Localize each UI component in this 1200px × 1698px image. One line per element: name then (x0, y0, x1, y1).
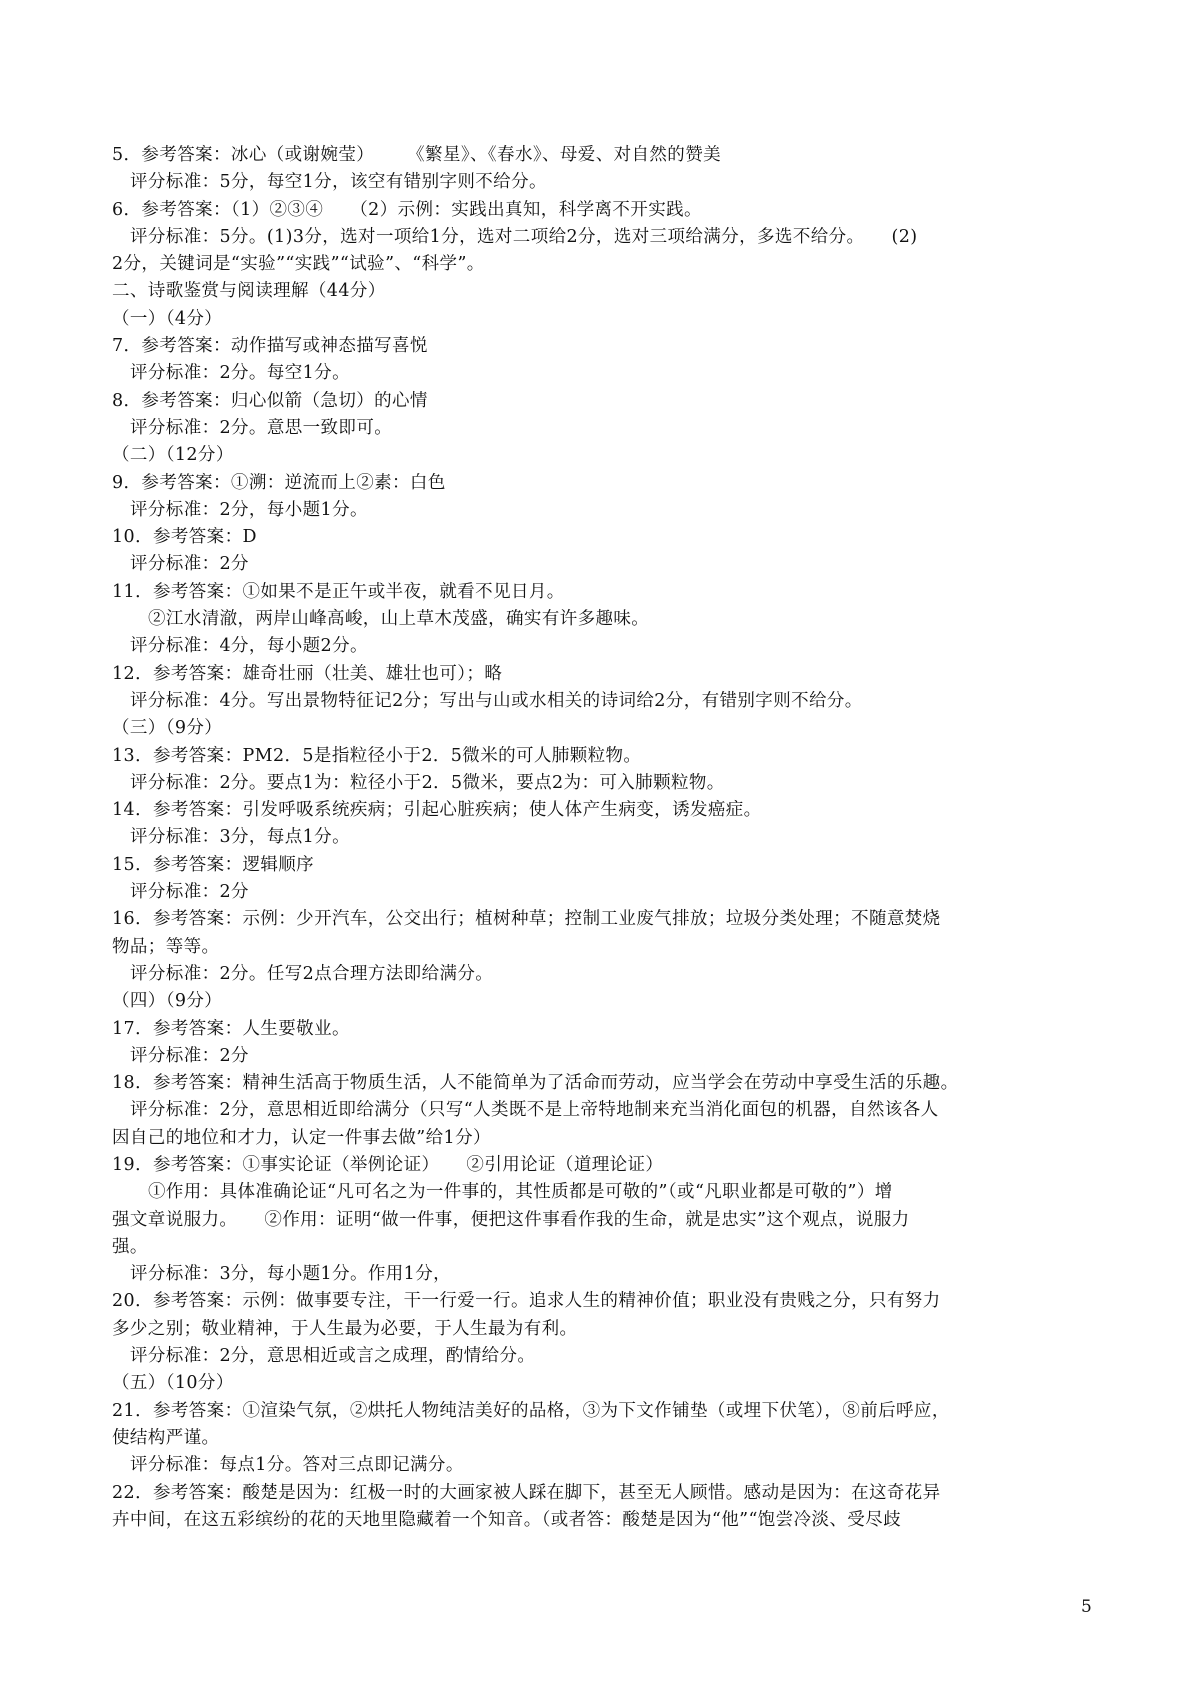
scoring-standard-line: 评分标准：2分。每空1分。 (130, 363, 350, 384)
answer-subline: ②江水清澈，两岸山峰高峻，山上草木茂盛，确实有许多趣味。 (148, 609, 650, 630)
answer-line: 22．参考答案：酸楚是因为：红极一时的大画家被人踩在脚下，甚至无人顾惜。感动是因为：在这奇花异 (112, 1482, 941, 1503)
subsection-heading: （三）（9分） (112, 718, 223, 739)
continuation-line: 因自己的地位和才力，认定一件事去做”给1分） (112, 1127, 491, 1148)
scoring-standard-line: 评分标准：2分，意思相近即给满分（只写“人类既不是上帝特地制来充当消化面包的机器，自然该各人 (130, 1100, 939, 1121)
scoring-standard-line: 评分标准：2分，意思相近或言之成理，酌情给分。 (130, 1346, 536, 1367)
scoring-standard-line: 评分标准：5分。(1)3分，选对一项给1分，选对二项给2分，选对三项给满分，多选不给分。 (2) (130, 226, 918, 247)
page-number: 5 (1081, 1597, 1092, 1617)
answer-line: 6．参考答案：（1）②③④ （2）示例：实践出真知，科学离不开实践。 (112, 199, 702, 220)
scoring-standard-line: 评分标准：2分。任写2点合理方法即给满分。 (130, 963, 494, 984)
subsection-heading: （四）（9分） (112, 991, 223, 1012)
scoring-standard-line: 评分标准：3分，每点1分。 (130, 827, 350, 848)
answer-line: 15．参考答案：逻辑顺序 (112, 854, 315, 875)
continuation-line: 多少之别；敬业精神，于人生最为必要，于人生最为有利。 (112, 1318, 578, 1339)
scoring-standard-line: 评分标准：2分，每小题1分。 (130, 499, 368, 520)
answer-subline: ①作用：具体准确论证“凡可名之为一件事的，其性质都是可敬的”（或“凡职业都是可敬的”）增 (148, 1182, 893, 1203)
continuation-line: 卉中间，在这五彩缤纷的花的天地里隐藏着一个知音。（或者答：酸楚是因为“他”“饱尝冷淡、受尽歧 (112, 1509, 901, 1530)
answer-line: 7．参考答案：动作描写或神态描写喜悦 (112, 336, 428, 357)
answer-line: 10．参考答案：D (112, 527, 257, 548)
scoring-standard-line: 评分标准：2分。意思一致即可。 (130, 417, 393, 438)
answer-line: 18．参考答案：精神生活高于物质生活，人不能简单为了活命而劳动，应当学会在劳动中享受生活的乐趣。 (112, 1073, 959, 1094)
answer-line: 12．参考答案：雄奇壮丽（壮美、雄壮也可）；略 (112, 663, 503, 684)
continuation-line: 2分，关键词是“实验”“实践”“试验”、“科学”。 (112, 254, 485, 275)
scoring-standard-line: 评分标准：每点1分。答对三点即记满分。 (130, 1455, 464, 1476)
scoring-standard-line: 评分标准：2分 (130, 1045, 249, 1066)
answer-line: 9．参考答案：①溯：逆流而上②素：白色 (112, 472, 446, 493)
subsection-heading: （一）（4分） (112, 308, 223, 329)
answer-line: 11．参考答案：①如果不是正午或半夜，就看不见日月。 (112, 581, 565, 602)
answer-key-document (112, 142, 1097, 1534)
scoring-standard-line: 评分标准：4分。写出景物特征记2分；写出与山或水相关的诗词给2分，有错别字则不给分。 (130, 690, 863, 711)
answer-line: 19．参考答案：①事实论证（举例论证） ②引用论证（道理论证） (112, 1154, 664, 1175)
answer-line: 5．参考答案：冰心（或谢婉莹） 《繁星》、《春水》、母爱、对自然的赞美 (112, 145, 721, 165)
continuation-line: 使结构严谨。 (112, 1427, 220, 1448)
continuation-line: 强文章说服力。 ②作用：证明“做一件事，便把这件事看作我的生命，就是忠实”这个观点，说服力 (112, 1209, 910, 1230)
continuation-line: 物品；等等。 (112, 936, 220, 957)
answer-line: 14．参考答案：引发呼吸系统疾病；引起心脏疾病；使人体产生病变，诱发癌症。 (112, 800, 762, 821)
scoring-standard-line: 评分标准：2分。要点1为：粒径小于2．5微米，要点2为：可入肺颗粒物。 (130, 772, 725, 793)
scoring-standard-line: 评分标准：2分 (130, 554, 249, 575)
answer-line: 21．参考答案：①渲染气氛，②烘托人物纯洁美好的品格，③为下文作铺垫（或埋下伏笔），⑧前后呼应， (112, 1400, 950, 1421)
continuation-line: 强。 (112, 1236, 148, 1257)
section-heading: 二、诗歌鉴赏与阅读理解（44分） (112, 281, 386, 302)
answer-line: 17．参考答案：人生要敬业。 (112, 1018, 350, 1039)
answer-line: 13．参考答案：PM2．5是指粒径小于2．5微米的可人肺颗粒物。 (112, 745, 642, 766)
subsection-heading: （二）（12分） (112, 445, 234, 466)
answer-line: 16．参考答案：示例：少开汽车，公交出行；植树种草；控制工业废气排放；垃圾分类处理；不随意焚烧 (112, 909, 941, 930)
subsection-heading: （五）（10分） (112, 1373, 234, 1394)
answer-line: 20．参考答案：示例：做事要专注，干一行爱一行。追求人生的精神价值；职业没有贵贱之分，只有努力 (112, 1291, 941, 1312)
scoring-standard-line: 评分标准：4分，每小题2分。 (130, 636, 368, 657)
scoring-standard-line: 评分标准：5分，每空1分，该空有错别字则不给分。 (130, 172, 547, 193)
scoring-standard-line: 评分标准：2分 (130, 882, 249, 903)
answer-line: 8．参考答案：归心似箭（急切）的心情 (112, 390, 428, 411)
scoring-standard-line: 评分标准：3分，每小题1分。作用1分， (130, 1264, 452, 1285)
